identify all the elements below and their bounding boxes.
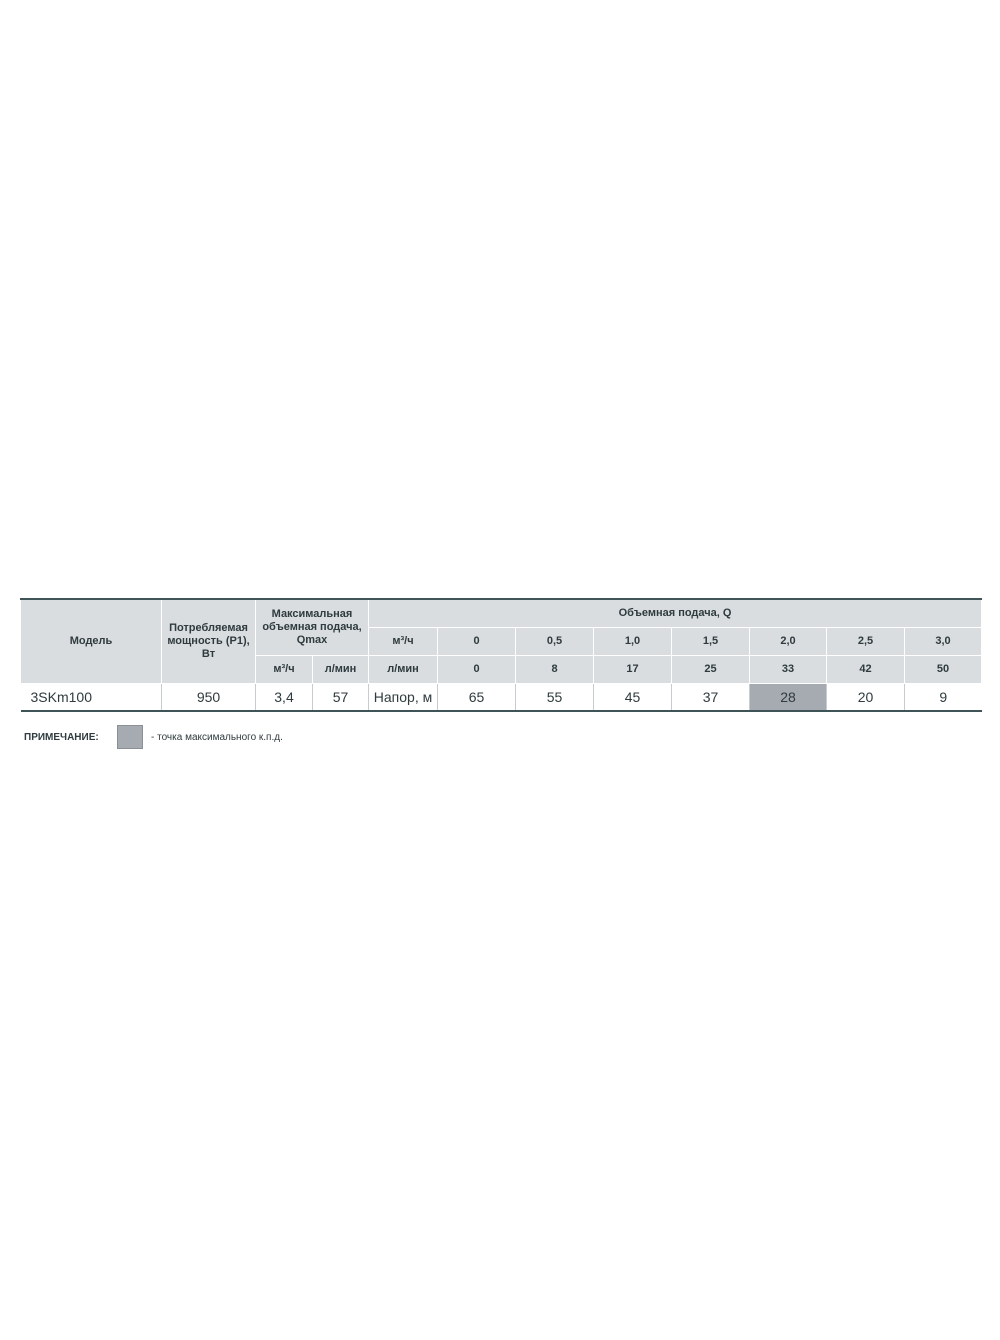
header-model: Модель xyxy=(21,599,162,684)
header-power: Потребляемая мощность (P1), Вт xyxy=(162,599,256,684)
header-qmax: Максимальная объемная подача, Qmax xyxy=(256,599,369,656)
flow-lmin-value: 42 xyxy=(827,656,905,684)
flow-m3-value: 1,5 xyxy=(672,628,750,656)
flow-lmin-value: 50 xyxy=(905,656,982,684)
header-flow-unit-lmin: л/мин xyxy=(369,656,438,684)
flow-m3-value: 2,0 xyxy=(750,628,827,656)
max-efficiency-swatch xyxy=(117,725,143,749)
cell-qmax-m3: 3,4 xyxy=(256,684,313,712)
cell-head-max-efficiency: 28 xyxy=(750,684,827,712)
note-text: - точка максимального к.п.д. xyxy=(151,731,283,743)
flow-m3-value: 3,0 xyxy=(905,628,982,656)
cell-head: 37 xyxy=(672,684,750,712)
header-flow: Объемная подача, Q xyxy=(369,599,982,628)
flow-m3-value: 1,0 xyxy=(594,628,672,656)
table-row xyxy=(21,684,982,712)
cell-head-label: Напор, м xyxy=(369,684,438,712)
cell-qmax-lmin: 57 xyxy=(313,684,369,712)
flow-lmin-value: 0 xyxy=(438,656,516,684)
header-flow-unit-m3: м³/ч xyxy=(369,628,438,656)
cell-model: 3SKm100 xyxy=(21,684,162,712)
cell-head: 45 xyxy=(594,684,672,712)
cell-head: 20 xyxy=(827,684,905,712)
note xyxy=(24,725,283,749)
pump-spec-table xyxy=(20,598,982,712)
flow-lmin-value: 8 xyxy=(516,656,594,684)
flow-m3-value: 2,5 xyxy=(827,628,905,656)
header-qmax-unit-lmin: л/мин xyxy=(313,656,369,684)
cell-head: 65 xyxy=(438,684,516,712)
flow-lmin-value: 25 xyxy=(672,656,750,684)
header-qmax-unit-m3: м³/ч xyxy=(256,656,313,684)
flow-m3-value: 0,5 xyxy=(516,628,594,656)
cell-head: 55 xyxy=(516,684,594,712)
flow-m3-value: 0 xyxy=(438,628,516,656)
note-label: ПРИМЕЧАНИЕ: xyxy=(24,731,99,743)
flow-lmin-value: 17 xyxy=(594,656,672,684)
cell-power: 950 xyxy=(162,684,256,712)
cell-head: 9 xyxy=(905,684,982,712)
flow-lmin-value: 33 xyxy=(750,656,827,684)
